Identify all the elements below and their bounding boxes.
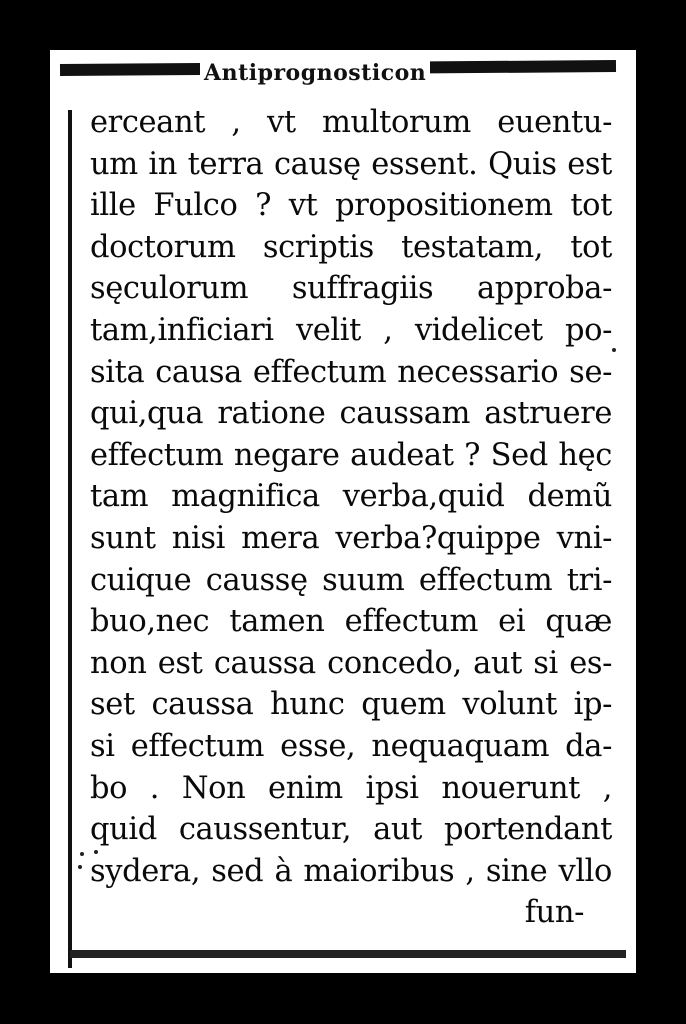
ink-speck <box>80 852 84 856</box>
text-line: effectum negare audeat ? Sed hęc <box>90 437 612 473</box>
running-head: Antiprognosticon <box>200 60 430 86</box>
text-line: set caussa hunc quem volunt ip- <box>90 687 612 723</box>
ink-speck <box>94 850 98 854</box>
text-line: tam,inficiari velit , videlicet po- <box>90 312 612 348</box>
text-line: um in terra causę essent. Quis est <box>90 146 612 182</box>
book-page <box>50 50 636 973</box>
text-line: sydera, sed à maioribus , sine vllo <box>90 853 612 889</box>
ink-speck <box>612 348 616 352</box>
text-line: sęculorum suffragiis approba- <box>90 271 612 307</box>
catchword: fun- <box>524 895 584 930</box>
body-text <box>90 102 612 892</box>
text-line: ille Fulco ? vt propositionem tot <box>90 188 612 224</box>
text-line: si effectum esse, nequaquam da- <box>90 728 612 764</box>
text-line: sita causa effectum necessario se- <box>90 354 612 390</box>
text-line: qui,qua ratione caussam astruere <box>90 396 612 432</box>
text-line: quid caussentur, aut portendant <box>90 812 612 848</box>
text-line: non est caussa concedo, aut si es- <box>90 645 612 681</box>
text-line: sunt nisi mera verba?quippe vni- <box>90 520 612 556</box>
text-line: buo,nec tamen effectum ei quæ <box>90 604 612 640</box>
text-line: tam magnifica verba,quid demũ <box>90 479 612 515</box>
text-line: cuique caussę suum effectum tri- <box>90 562 612 598</box>
text-line: bo . Non enim ipsi nouerunt , <box>90 770 612 806</box>
text-line: erceant , vt multorum euentu- <box>90 105 612 140</box>
left-border-rule <box>68 110 72 968</box>
bottom-border-rule <box>70 950 626 958</box>
ink-speck <box>78 865 82 869</box>
text-line: doctorum scriptis testatam, tot <box>90 229 612 265</box>
